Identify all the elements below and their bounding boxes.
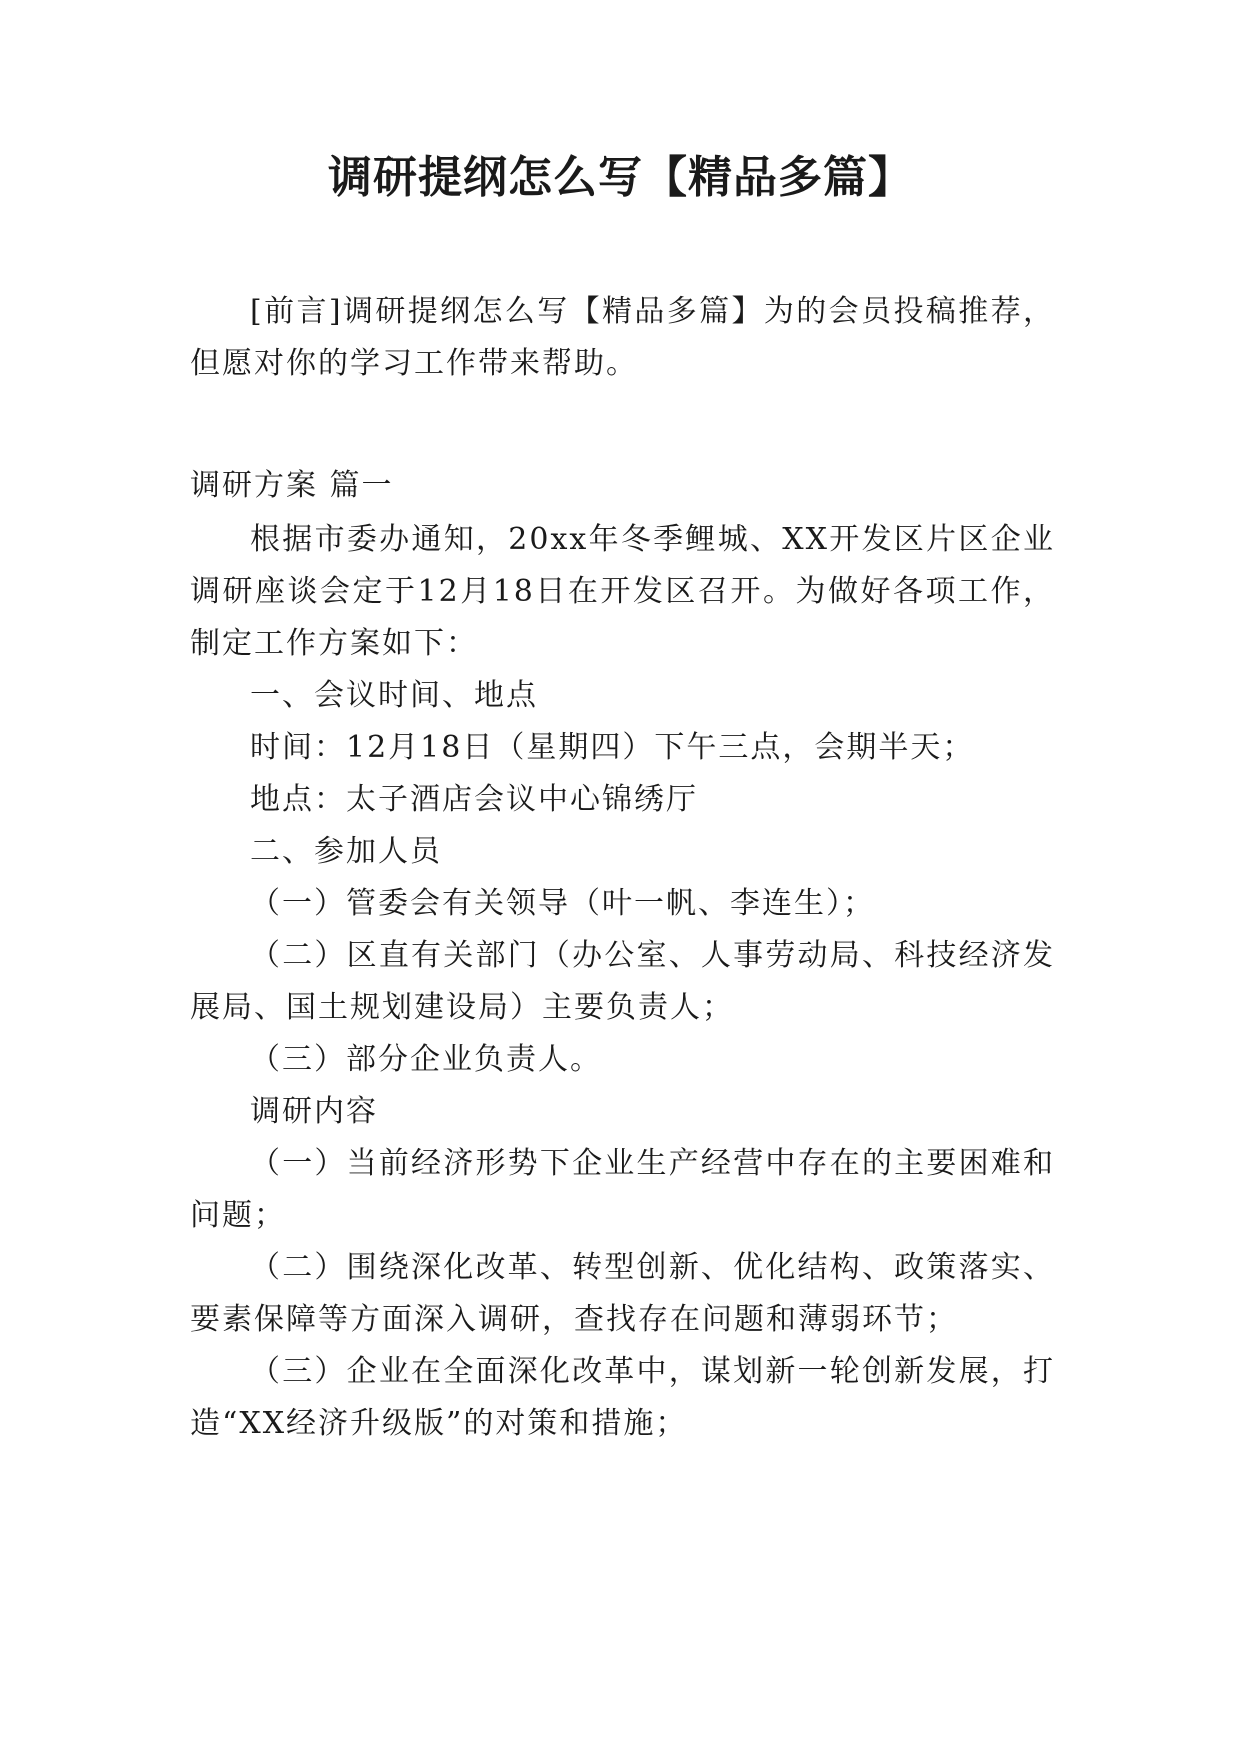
paragraph-5: 二、参加人员 bbox=[250, 834, 442, 869]
paragraph-2: 一、会议时间、地点 bbox=[250, 678, 538, 713]
section-heading: 调研方案 篇一 bbox=[190, 468, 394, 503]
paragraph-12: （三）企业在全面深化改革中，谋划新一轮创新发展，打造“XX经济升级版”的对策和措施； bbox=[190, 1354, 1055, 1441]
spacer bbox=[190, 390, 1055, 460]
paragraph-10: （一）当前经济形势下企业生产经营中存在的主要困难和问题； bbox=[190, 1146, 1055, 1233]
paragraph-8: （三）部分企业负责人。 bbox=[250, 1042, 602, 1077]
document-body bbox=[190, 286, 1055, 1450]
paragraph-11: （二）围绕深化改革、转型创新、优化结构、政策落实、要素保障等方面深入调研，查找存在问题和薄弱环节； bbox=[190, 1250, 1055, 1337]
paragraph-1: 根据市委办通知，20xx年冬季鲤城、XX开发区片区企业调研座谈会定于12月18日在开发区召开。为做好各项工作，制定工作方案如下： bbox=[190, 522, 1055, 661]
paragraph-4: 地点：太子酒店会议中心锦绣厅 bbox=[250, 782, 698, 817]
paragraph-3: 时间：12月18日（星期四）下午三点，会期半天； bbox=[250, 730, 975, 765]
paragraph-6: （一）管委会有关领导（叶一帆、李连生）； bbox=[250, 886, 875, 921]
document-title: 调研提纲怎么写【精品多篇】 bbox=[328, 152, 913, 203]
paragraph-7: （二）区直有关部门（办公室、人事劳动局、科技经济发展局、国土规划建设局）主要负责人； bbox=[190, 938, 1055, 1025]
preface-paragraph: [前言]调研提纲怎么写【精品多篇】为的会员投稿推荐，但愿对你的学习工作带来帮助。 bbox=[190, 294, 1055, 381]
paragraph-9: 调研内容 bbox=[250, 1094, 378, 1129]
